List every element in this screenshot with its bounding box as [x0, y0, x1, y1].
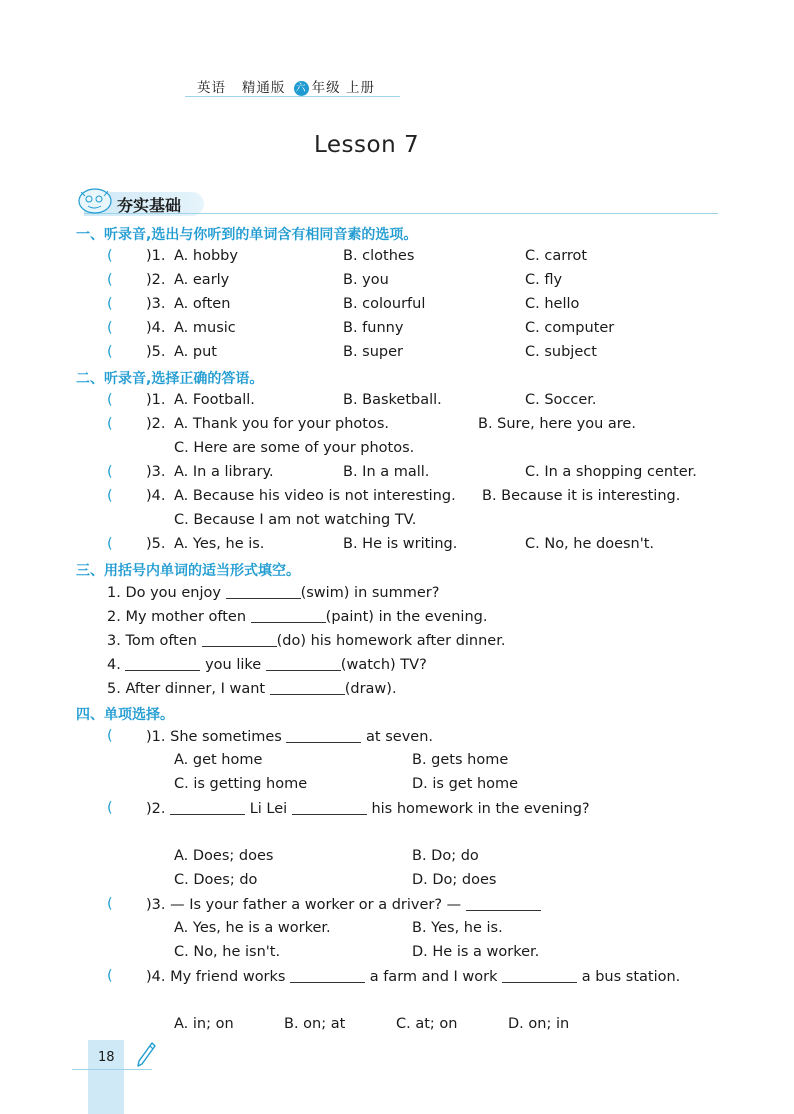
stem-text: Li Lei — [249, 801, 288, 817]
header-grade: 年级 上册 — [311, 80, 375, 96]
option-b: B. colourful — [343, 296, 426, 312]
section-label: 夯实基础 — [117, 196, 182, 215]
sentence-text: (do) his homework after dinner. — [276, 633, 506, 649]
fill-sentence — [107, 632, 505, 649]
sentence-text: (swim) in summer? — [300, 585, 440, 601]
option-b: B. Sure, here you are. — [478, 416, 636, 432]
stem-text: a bus station. — [581, 969, 681, 985]
option-b: B. Do; do — [412, 848, 479, 864]
option-c: C. Here are some of your photos. — [174, 440, 415, 456]
part4-title: 四、单项选择。 — [76, 707, 174, 723]
option-c: C. subject — [525, 344, 597, 360]
item-number: )3. — [146, 897, 166, 913]
item-number: )5. — [146, 344, 166, 360]
option-a: A. early — [174, 272, 230, 288]
answer-blank[interactable] — [226, 584, 301, 599]
lesson-title: Lesson 7 — [314, 132, 420, 158]
sentence-number: 5. — [107, 681, 121, 697]
part3-title: 三、用括号内单词的适当形式填空。 — [76, 563, 300, 579]
option-b: B. In a mall. — [343, 464, 430, 480]
answer-paren[interactable]: ( — [107, 248, 113, 264]
answer-paren[interactable]: ( — [107, 488, 113, 504]
sentence-text: After dinner, I want — [125, 681, 266, 697]
answer-paren[interactable]: ( — [107, 896, 113, 912]
sentence-text: (paint) in the evening. — [325, 609, 488, 625]
part1-title: 一、听录音,选出与你听到的单词含有相同音素的选项。 — [76, 227, 418, 243]
answer-paren[interactable]: ( — [107, 416, 113, 432]
option-c: C. No, he doesn't. — [525, 536, 655, 552]
fill-sentence — [107, 608, 487, 625]
answer-paren[interactable]: ( — [107, 536, 113, 552]
sentence-text: (draw). — [344, 681, 397, 697]
sentence-text: Do you enjoy — [125, 585, 221, 601]
option-b: B. funny — [343, 320, 404, 336]
option-c: C. Soccer. — [525, 392, 597, 408]
option-c: C. No, he isn't. — [174, 944, 281, 960]
option-c: C. Does; do — [174, 872, 258, 888]
option-c: C. carrot — [525, 248, 588, 264]
sentence-number: 1. — [107, 585, 121, 601]
option-d: D. Do; does — [412, 872, 497, 888]
answer-blank[interactable] — [251, 608, 326, 623]
fill-sentence — [107, 656, 427, 673]
stem-text: She sometimes — [170, 729, 282, 745]
option-a: A. In a library. — [174, 464, 274, 480]
answer-blank[interactable] — [502, 968, 577, 983]
sentence-text: Tom often — [125, 633, 197, 649]
question-stem — [146, 896, 541, 913]
option-c: C. hello — [525, 296, 580, 312]
grade-badge: 六 — [295, 83, 307, 94]
sentence-text: you like — [205, 657, 262, 673]
answer-blank[interactable] — [290, 968, 365, 983]
answer-blank[interactable] — [202, 632, 277, 647]
question-stem — [146, 968, 680, 985]
sentence-text: My mother often — [125, 609, 247, 625]
option-a: A. Football. — [174, 392, 255, 408]
stem-text: his homework in the evening? — [371, 801, 590, 817]
option-a: A. Thank you for your photos. — [174, 416, 390, 432]
answer-blank[interactable] — [466, 896, 541, 911]
item-number: )2. — [146, 416, 166, 432]
item-number: )1. — [146, 392, 166, 408]
running-header — [197, 76, 375, 96]
answer-blank[interactable] — [125, 656, 200, 671]
header-subject: 英语 — [197, 80, 226, 96]
answer-blank[interactable] — [170, 800, 245, 815]
option-a: A. often — [174, 296, 231, 312]
item-number: )3. — [146, 296, 166, 312]
page-number: 18 — [98, 1050, 115, 1065]
part2-title: 二、听录音,选择正确的答语。 — [76, 371, 264, 387]
answer-paren[interactable]: ( — [107, 320, 113, 336]
answer-paren[interactable]: ( — [107, 728, 113, 744]
answer-paren[interactable]: ( — [107, 800, 113, 816]
option-a: A. Because his video is not interesting. — [174, 488, 456, 504]
item-number: )2. — [146, 801, 166, 817]
stem-text: a farm and I work — [369, 969, 498, 985]
stem-text: My friend works — [170, 969, 286, 985]
answer-paren[interactable]: ( — [107, 968, 113, 984]
option-b: B. super — [343, 344, 403, 360]
option-d: D. on; in — [508, 1016, 570, 1032]
stem-text: — Is your father a worker or a driver? — — [170, 897, 462, 913]
option-c: C. fly — [525, 272, 563, 288]
option-d: D. He is a worker. — [412, 944, 540, 960]
option-a: A. Yes, he is. — [174, 536, 265, 552]
option-c: C. Because I am not watching TV. — [174, 512, 417, 528]
header-edition: 精通版 — [241, 80, 286, 96]
fill-sentence — [107, 680, 397, 697]
option-b: B. Yes, he is. — [412, 920, 503, 936]
answer-blank[interactable] — [266, 656, 341, 671]
sentence-number: 2. — [107, 609, 121, 625]
item-number: )2. — [146, 272, 166, 288]
item-number: )5. — [146, 536, 166, 552]
item-number: )4. — [146, 320, 166, 336]
mascot-icon — [75, 186, 115, 216]
option-b: B. He is writing. — [343, 536, 458, 552]
item-number: )1. — [146, 248, 166, 264]
option-d: D. is get home — [412, 776, 519, 792]
option-a: A. put — [174, 344, 217, 360]
answer-paren[interactable]: ( — [107, 272, 113, 288]
answer-blank[interactable] — [292, 800, 367, 815]
option-a: A. music — [174, 320, 236, 336]
answer-blank[interactable] — [286, 728, 361, 743]
item-number: )4. — [146, 969, 166, 985]
option-b: B. on; at — [284, 1016, 346, 1032]
answer-paren[interactable]: ( — [107, 296, 113, 312]
sentence-number: 4. — [107, 657, 121, 673]
option-a: A. get home — [174, 752, 263, 768]
option-c: C. at; on — [396, 1016, 458, 1032]
answer-paren[interactable]: ( — [107, 392, 113, 408]
item-number: )3. — [146, 464, 166, 480]
option-c: C. is getting home — [174, 776, 308, 792]
answer-blank[interactable] — [270, 680, 345, 695]
option-b: B. Basketball. — [343, 392, 442, 408]
option-b: B. you — [343, 272, 389, 288]
option-b: B. Because it is interesting. — [482, 488, 681, 504]
header-rule — [185, 96, 400, 97]
fill-sentence — [107, 584, 439, 601]
pencil-icon — [134, 1040, 158, 1070]
question-stem — [146, 800, 590, 817]
option-c: C. computer — [525, 320, 615, 336]
option-a: A. Does; does — [174, 848, 274, 864]
question-stem — [146, 728, 433, 745]
answer-paren[interactable]: ( — [107, 344, 113, 360]
sentence-text: (watch) TV? — [340, 657, 427, 673]
option-a: A. hobby — [174, 248, 238, 264]
option-a: A. in; on — [174, 1016, 234, 1032]
option-a: A. Yes, he is a worker. — [174, 920, 331, 936]
item-number: )1. — [146, 729, 166, 745]
item-number: )4. — [146, 488, 166, 504]
option-c: C. In a shopping center. — [525, 464, 697, 480]
answer-paren[interactable]: ( — [107, 464, 113, 480]
sentence-number: 3. — [107, 633, 121, 649]
stem-text: at seven. — [366, 729, 434, 745]
option-b: B. gets home — [412, 752, 509, 768]
option-b: B. clothes — [343, 248, 415, 264]
